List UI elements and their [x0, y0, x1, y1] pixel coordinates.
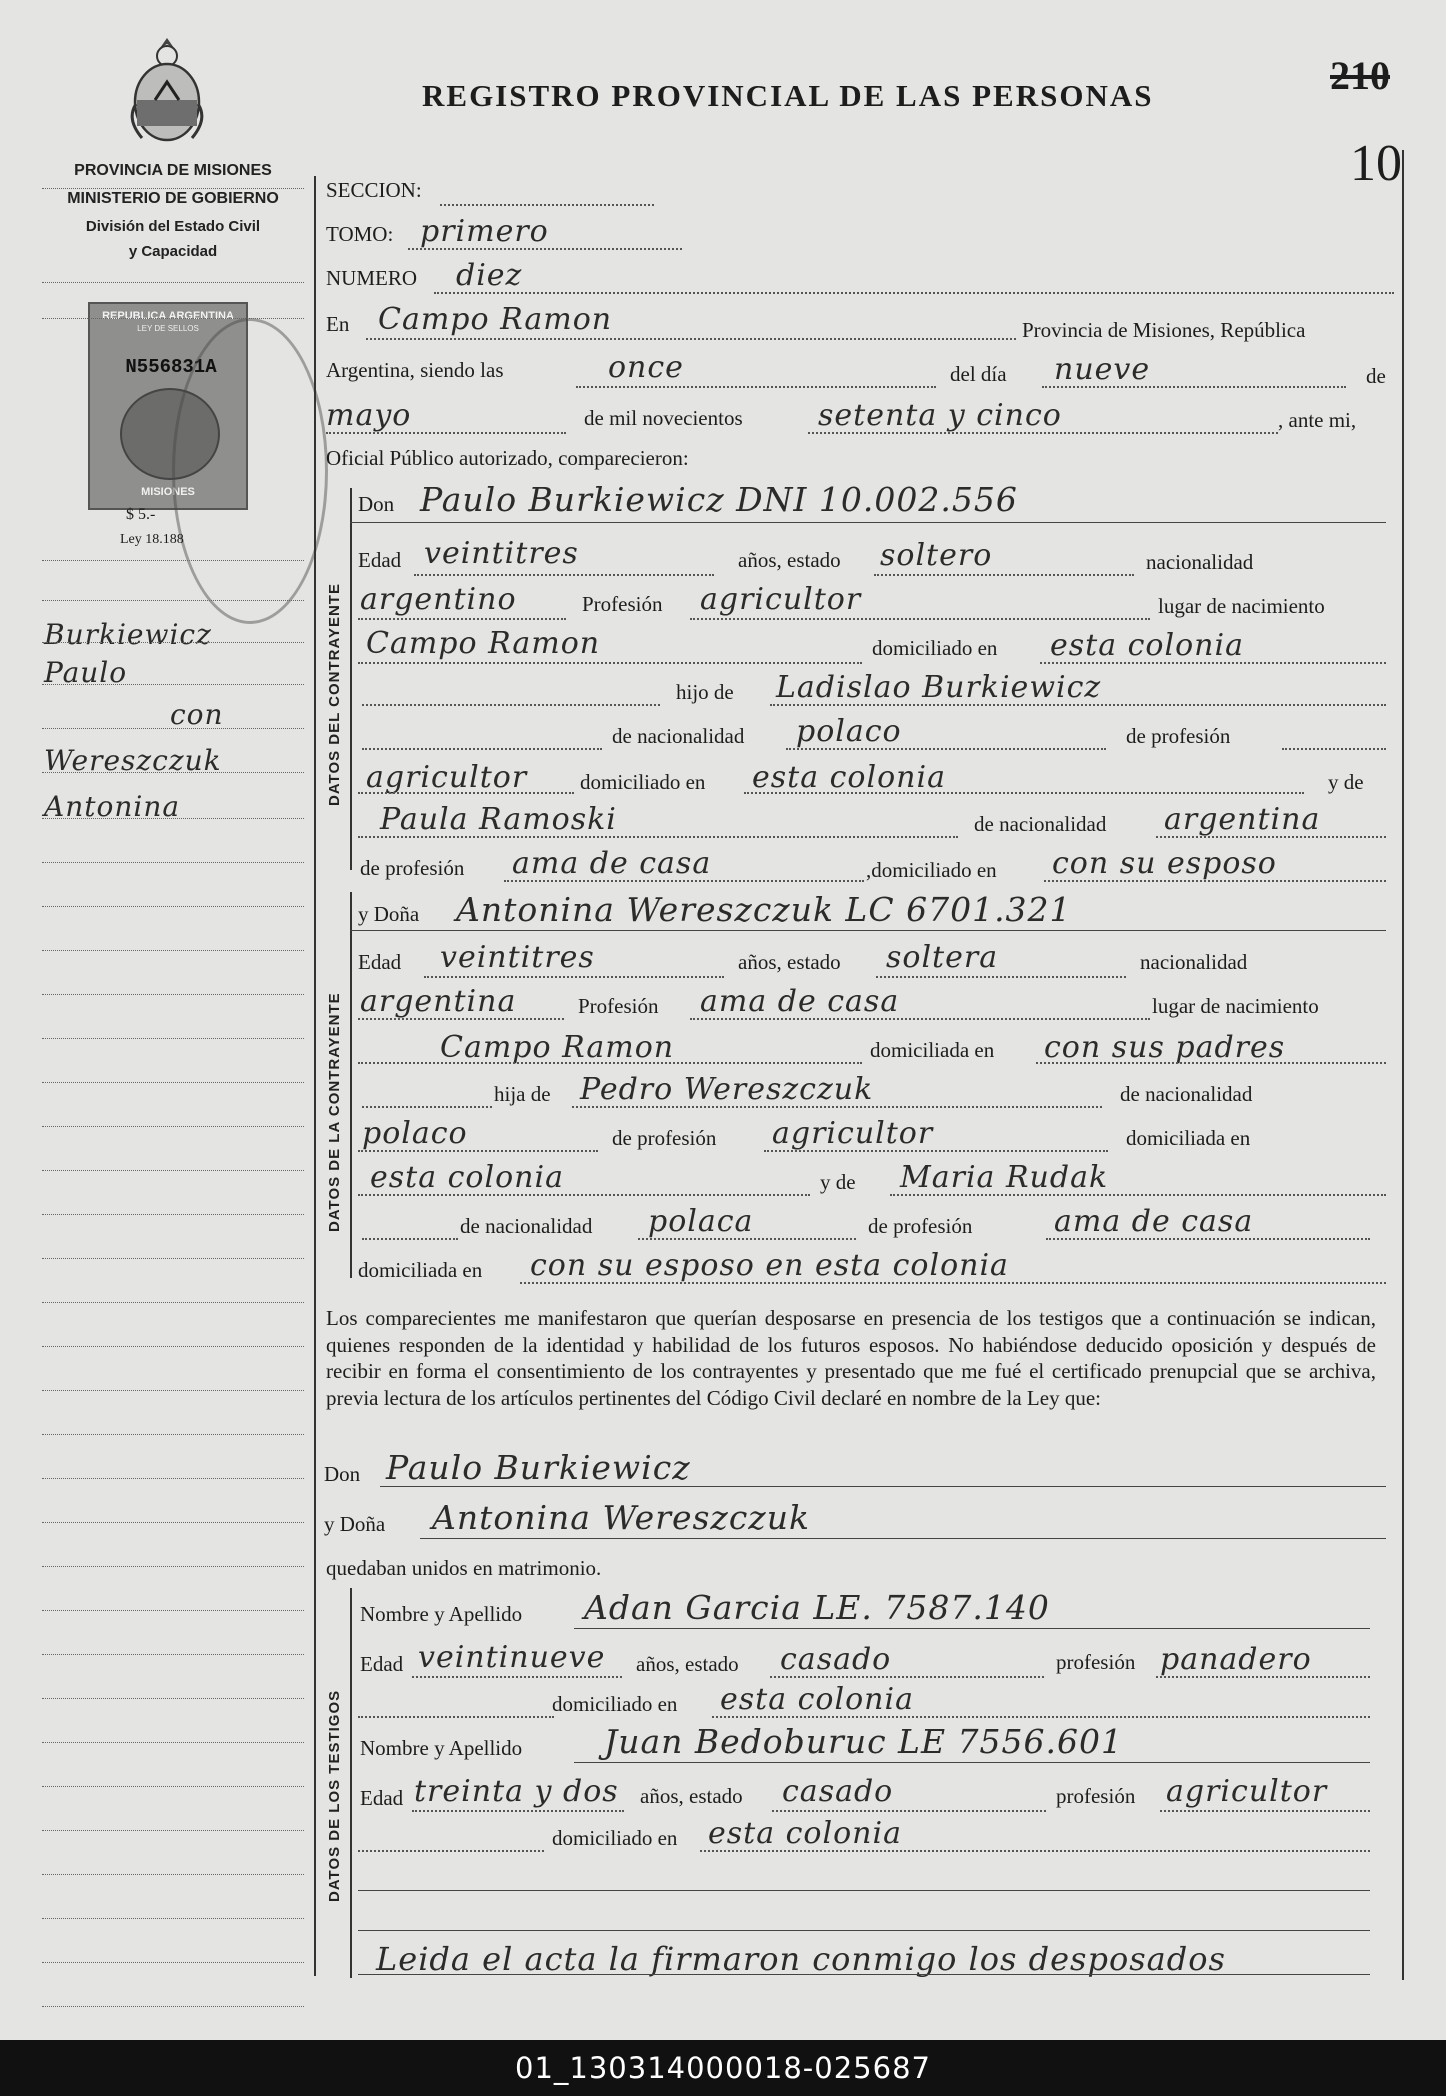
w2-estado-line [772, 1810, 1046, 1812]
dia-line [1042, 386, 1346, 388]
bride-name: Antonina Wereszczuk LC 6701.321 [456, 890, 1072, 929]
margin-line [42, 1830, 304, 1831]
groom-madre-nac-line [1156, 836, 1386, 838]
groom-hijo-label: hijo de [676, 680, 734, 704]
bride-hija-label: hija de [494, 1082, 551, 1106]
bride-madre-dom-label: domiciliada en [358, 1258, 483, 1282]
w2-edad-line [412, 1810, 624, 1812]
margin-line [42, 1478, 304, 1479]
groom-profesion-line [690, 618, 1150, 620]
bride-padre-line [572, 1106, 1102, 1108]
groom-domicilio: esta colonia [1050, 628, 1244, 663]
groom-padre-dom-line [744, 792, 1304, 794]
w2-profesion-label: profesión [1056, 1784, 1136, 1808]
margin-line [42, 1082, 304, 1083]
w2-name: Juan Bedoburuc LE 7556.601 [604, 1722, 1124, 1761]
stamp-ley: Ley 18.188 [120, 532, 184, 547]
margin-line [42, 1610, 304, 1611]
margin-line [42, 772, 304, 773]
bride-madre-prof: ama de casa [1054, 1204, 1254, 1239]
image-id-footer: 01_130314000018-025687 [0, 2040, 1446, 2096]
groom-y-de-label: y de [1328, 770, 1364, 794]
org-line-2: MINISTERIO DE GOBIERNO [67, 190, 279, 207]
margin-line [42, 1698, 304, 1699]
w2-name-line [574, 1762, 1370, 1763]
decl-groom-line [380, 1486, 1386, 1487]
anio-line [808, 432, 1278, 434]
bride-padre-nac-label: de nacionalidad [1120, 1082, 1253, 1106]
w2-edad-label: Edad [360, 1786, 404, 1810]
margin-line [42, 282, 304, 283]
w1-estado: casado [780, 1642, 892, 1677]
bride-anos-estado-label: años, estado [738, 950, 841, 974]
margin-line [42, 2006, 304, 2007]
w2-profesion: agricultor [1166, 1774, 1328, 1809]
bride-name-line [350, 930, 1386, 931]
groom-estado: soltero [880, 538, 993, 573]
bride-blank-line-2 [362, 1238, 458, 1240]
bride-y-de-label: y de [820, 1170, 856, 1194]
w1-name: Adan Garcia LE. 7587.140 [584, 1588, 1050, 1627]
numero-value: diez [456, 258, 523, 293]
w1-estado-line [770, 1676, 1044, 1678]
decl-don-label: Don [324, 1462, 361, 1486]
bride-lugar-line [358, 1062, 862, 1064]
w1-domiciliado-label: domiciliado en [552, 1692, 678, 1716]
numero-line [434, 292, 1394, 294]
margin-line [42, 560, 304, 561]
bride-profesion: ama de casa [700, 984, 900, 1019]
margin-line [42, 1038, 304, 1039]
groom-edad: veintitres [424, 536, 579, 571]
margin-line [42, 1566, 304, 1567]
bride-madre-nac-label: de nacionalidad [460, 1214, 593, 1238]
margin-line [42, 1918, 304, 1919]
bride-estado-line [876, 976, 1126, 978]
w2-blank-line [358, 1850, 544, 1852]
margin-line [42, 600, 304, 601]
en-label: En [326, 312, 350, 336]
seccion-line [440, 204, 654, 206]
groom-lugar-line [358, 662, 862, 664]
groom-nacionalidad-line [358, 618, 566, 620]
margin-note-line-3: con [170, 698, 224, 731]
groom-nacionalidad: argentino [360, 582, 517, 617]
en-value: Campo Ramon [378, 302, 613, 337]
mes-line [326, 432, 566, 434]
stamp-serial: N556831A [125, 356, 217, 378]
margin-line [42, 1786, 304, 1787]
w2-domicilio: esta colonia [708, 1816, 902, 1851]
page-number-struck: 210 [1330, 53, 1390, 98]
bride-domicilio-line [1036, 1062, 1386, 1064]
stamp-top-text: REPUBLICA ARGENTINA [102, 310, 234, 322]
decl-groom: Paulo Burkiewicz [386, 1448, 691, 1487]
anio-value: setenta y cinco [818, 398, 1062, 433]
mes-value: mayo [326, 398, 412, 433]
groom-madre-nac: argentina [1164, 802, 1321, 837]
hora-line [576, 386, 936, 388]
w1-profesion: panadero [1160, 1642, 1312, 1677]
tomo-label: TOMO: [326, 222, 394, 246]
groom-section-label: DATOS DEL CONTRAYENTE [326, 583, 343, 806]
decl-closing: quedaban unidos en matrimonio. [326, 1556, 602, 1580]
bride-padre-dom: esta colonia [370, 1160, 564, 1195]
document-title: REGISTRO PROVINCIAL DE LAS PERSONAS [422, 78, 1154, 113]
witness-section-border [350, 1588, 352, 1978]
margin-note-line-4: Wereszczuk [44, 744, 222, 777]
margin-note-line-1: Burkiewicz [44, 618, 212, 651]
bride-padre-dom-label: domiciliada en [1126, 1126, 1251, 1150]
stamp-bottom-text: MISIONES [141, 486, 195, 498]
groom-madre-dom-line [1044, 880, 1386, 882]
groom-padre-nac: polaco [796, 714, 902, 749]
bride-nacionalidad: argentina [360, 984, 517, 1019]
margin-line [42, 1742, 304, 1743]
coat-of-arms-icon [122, 34, 212, 144]
groom-madre-prof: ama de casa [512, 846, 712, 881]
stamp-law-text: LEY DE SELLOS [137, 324, 199, 333]
groom-madre-prof-label: de profesión [360, 856, 465, 880]
org-line-4: y Capacidad [128, 243, 218, 260]
w2-domicilio-line [700, 1850, 1370, 1852]
bride-padre-prof: agricultor [772, 1116, 934, 1151]
decl-bride: Antonina Wereszczuk [432, 1498, 810, 1537]
w1-profesion-label: profesión [1056, 1650, 1136, 1674]
groom-madre-line [358, 836, 958, 838]
w2-nombre-label: Nombre y Apellido [360, 1736, 523, 1760]
bride-lugar: Campo Ramon [440, 1030, 675, 1065]
groom-edad-line [414, 574, 714, 576]
groom-madre-prof-line [504, 880, 864, 882]
bride-padre: Pedro Wereszczuk [580, 1072, 874, 1107]
del-dia-label: del día [950, 362, 1007, 386]
mil-label: de mil novecientos [584, 406, 743, 430]
final-note-line [358, 1974, 1370, 1975]
margin-note-line-5: Antonina [44, 790, 181, 823]
margin-line [42, 1654, 304, 1655]
w1-anos-estado-label: años, estado [636, 1652, 739, 1676]
margin-line [42, 862, 304, 863]
page-number: 10 [1350, 135, 1402, 192]
witness-extra-line-2 [358, 1930, 1370, 1931]
bride-lugar-label: lugar de nacimiento [1152, 994, 1319, 1018]
margin-line [42, 318, 304, 319]
groom-padre-nac-line [786, 748, 1106, 750]
margin-line [42, 1170, 304, 1171]
bride-section-border [350, 892, 352, 1278]
bride-edad-label: Edad [358, 950, 402, 974]
bride-profesion-line [690, 1018, 1150, 1020]
tomo-line [408, 248, 682, 250]
bride-dona-label: y Doña [358, 902, 420, 926]
groom-estado-line [874, 574, 1134, 576]
oficial-text: Oficial Público autorizado, comparecieron: [326, 446, 689, 470]
groom-don-label: Don [358, 492, 395, 516]
groom-section-border [350, 488, 352, 870]
seccion-label: SECCION: [326, 178, 422, 202]
stamp-value: $ 5.- [126, 506, 156, 523]
bride-padre-nac-line [358, 1150, 598, 1152]
org-line-3: División del Estado Civil [85, 218, 261, 235]
dia-value: nueve [1054, 352, 1151, 387]
org-line-1: PROVINCIA DE MISIONES [74, 162, 272, 179]
groom-padre-prof-line-2 [358, 792, 574, 794]
w1-name-line [574, 1628, 1370, 1629]
frame-left-border [314, 176, 316, 1976]
bride-nacionalidad-line [358, 1018, 564, 1020]
groom-padre-dom: esta colonia [752, 760, 946, 795]
groom-lugar-label: lugar de nacimiento [1158, 594, 1325, 618]
bride-madre-nac-line [638, 1238, 856, 1240]
margin-line [42, 1302, 304, 1303]
groom-blank-line-2 [362, 748, 602, 750]
w2-estado: casado [782, 1774, 894, 1809]
bride-edad: veintitres [440, 940, 595, 975]
margin-line [42, 906, 304, 907]
groom-padre-nac-label: de nacionalidad [612, 724, 745, 748]
w1-nombre-label: Nombre y Apellido [360, 1602, 523, 1626]
final-note: Leida el acta la firmaron conmigo los desposados [376, 1940, 1226, 1978]
margin-line [42, 1962, 304, 1963]
margin-line [42, 994, 304, 995]
groom-name: Paulo Burkiewicz DNI 10.002.556 [420, 480, 1018, 519]
bride-estado: soltera [886, 940, 999, 975]
w2-profesion-line [1160, 1810, 1370, 1812]
w1-domicilio: esta colonia [720, 1682, 914, 1717]
bride-profesion-label: Profesión [578, 994, 659, 1018]
groom-padre-prof-line [1282, 748, 1386, 750]
bride-padre-nac: polaco [362, 1116, 468, 1151]
w1-profesion-line [1156, 1676, 1370, 1678]
w2-domiciliado-label: domiciliado en [552, 1826, 678, 1850]
groom-madre: Paula Ramoski [380, 802, 617, 837]
groom-domicilio-line [1040, 662, 1386, 664]
w1-edad-line [412, 1676, 622, 1678]
numero-label: NUMERO [326, 266, 418, 290]
bride-padre-dom-line [358, 1194, 810, 1196]
margin-line [42, 1522, 304, 1523]
bride-edad-line [424, 976, 724, 978]
bride-madre-nac: polaca [648, 1204, 754, 1239]
margin-line [42, 1346, 304, 1347]
groom-edad-label: Edad [358, 548, 402, 572]
w2-anos-estado-label: años, estado [640, 1784, 743, 1808]
groom-nacionalidad-label: nacionalidad [1146, 550, 1254, 574]
groom-madre-dom: con su esposo [1052, 846, 1277, 881]
margin-line [42, 1258, 304, 1259]
groom-madre-nac-label: de nacionalidad [974, 812, 1107, 836]
groom-padre-prof-label: de profesión [1126, 724, 1231, 748]
groom-profesion-label: Profesión [582, 592, 663, 616]
margin-line [42, 728, 304, 729]
cancellation-seal-icon [172, 318, 328, 624]
w1-edad: veintinueve [418, 1640, 606, 1675]
margin-line [42, 1214, 304, 1215]
w1-edad-label: Edad [360, 1652, 404, 1676]
groom-anos-estado-label: años, estado [738, 548, 841, 572]
w1-blank-line [358, 1716, 554, 1718]
groom-padre-line [770, 704, 1386, 706]
hora-value: once [608, 350, 684, 385]
groom-padre-dom-label: domiciliado en [580, 770, 706, 794]
bride-padre-prof-line [764, 1150, 1108, 1152]
bride-madre-dom: con su esposo en esta colonia [530, 1248, 1009, 1283]
groom-lugar: Campo Ramon [366, 626, 601, 661]
margin-line [42, 1434, 304, 1435]
margin-line [42, 1874, 304, 1875]
bride-madre: Maria Rudak [900, 1160, 1109, 1195]
groom-padre-prof: agricultor [366, 760, 528, 795]
bride-domicilio: con sus padres [1044, 1030, 1286, 1065]
margin-line [42, 818, 304, 819]
margin-line [42, 1126, 304, 1127]
margin-note-line-2: Paulo [44, 656, 128, 689]
bride-madre-line [890, 1194, 1386, 1196]
witness-section-label: DATOS DE LOS TESTIGOS [326, 1689, 343, 1902]
bride-madre-dom-line [520, 1282, 1386, 1284]
groom-name-line [350, 522, 1386, 523]
ante-label: , ante mi, [1278, 408, 1357, 432]
margin-line [42, 188, 304, 189]
en-line [366, 338, 1016, 340]
decl-dona-label: y Doña [324, 1512, 386, 1536]
margin-line [42, 684, 304, 685]
de-label: de [1366, 364, 1386, 388]
groom-profesion: agricultor [700, 582, 862, 617]
witness-extra-line-1 [358, 1890, 1370, 1891]
tomo-value: primero [420, 214, 549, 249]
argentina-label: Argentina, siendo las [326, 358, 504, 382]
bride-section-label: DATOS DE LA CONTRAYENTE [326, 992, 343, 1232]
bride-nacionalidad-label: nacionalidad [1140, 950, 1248, 974]
w1-domicilio-line [712, 1716, 1370, 1718]
margin-line [42, 1390, 304, 1391]
groom-domiciliado-label: domiciliado en [872, 636, 998, 660]
bride-padre-prof-label: de profesión [612, 1126, 717, 1150]
w2-edad: treinta y dos [414, 1774, 619, 1809]
declaration-paragraph: Los comparecientes me manifestaron que querían desposarse en presencia de los testigos que a continuación se indican, quienes responden de la identidad y habilidad de los futuros esposos. No habiéndose deducido oposición y después de recibir en forma el consentimiento de los contrayentes y presentado que me fué el certificado prenupcial que se archiva, previa lectura de los artículos pertinentes del Código Civil declaré en nombre de la Ley que: [326, 1306, 1376, 1410]
decl-bride-line [420, 1538, 1386, 1539]
margin-line [42, 950, 304, 951]
frame-right-border [1402, 150, 1404, 1980]
groom-madre-dom-label: ,domiciliado en [866, 858, 997, 882]
groom-padre: Ladislao Burkiewicz [776, 670, 1102, 705]
margin-line [42, 642, 304, 643]
provincia-text: Provincia de Misiones, República [1022, 318, 1306, 342]
bride-domiciliada-label: domiciliada en [870, 1038, 995, 1062]
bride-madre-prof-label: de profesión [868, 1214, 973, 1238]
bride-blank-line [362, 1106, 492, 1108]
bride-madre-prof-line [1046, 1238, 1370, 1240]
groom-blank-line [362, 704, 660, 706]
